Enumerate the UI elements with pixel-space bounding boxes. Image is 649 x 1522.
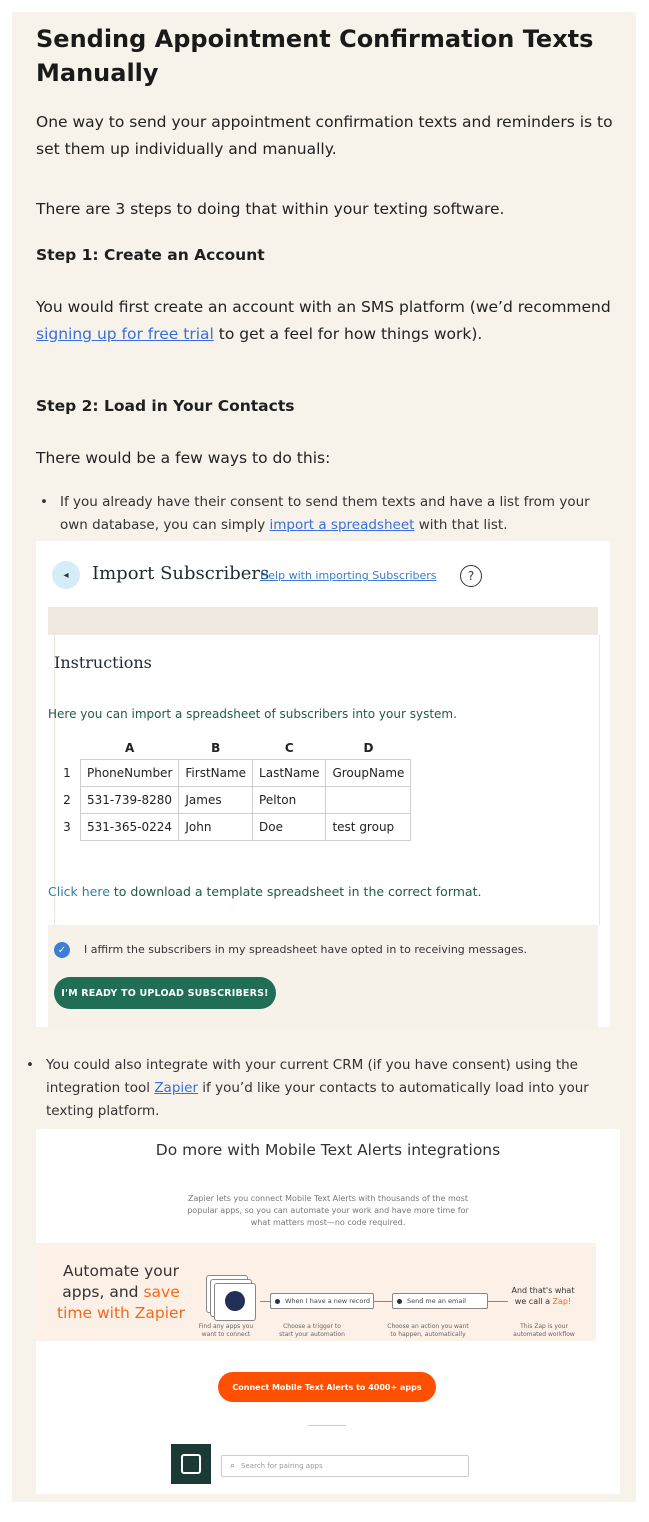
action-step-box — [392, 1293, 488, 1309]
trigger-step-label: When I have a new record — [285, 1297, 371, 1305]
final-text: And that's what we call a — [511, 1286, 575, 1306]
flow-arrow — [260, 1301, 270, 1302]
back-arrow-icon[interactable]: ◂ — [52, 561, 80, 589]
divider — [308, 1425, 346, 1426]
column-header: B — [211, 741, 221, 755]
table-cell: John — [179, 814, 253, 841]
column-header: C — [284, 741, 294, 755]
step1-text-before: You would first create an account with an SMS platform (we’d recommend — [36, 298, 611, 316]
zapier-headline — [56, 1261, 186, 1324]
upload-subscribers-button[interactable]: I'M READY TO UPLOAD SUBSCRIBERS! — [54, 977, 276, 1009]
click-here-link[interactable]: Click here — [48, 884, 110, 899]
table-cell: FirstName — [179, 760, 253, 787]
trigger-dot-icon — [275, 1299, 280, 1304]
table-cell: 531-739-8280 — [81, 787, 179, 814]
table-cell: 531-365-0224 — [81, 814, 179, 841]
template-download-line — [48, 884, 481, 899]
action-dot-icon — [397, 1299, 402, 1304]
caption-trigger: Choose a trigger to start your automation — [279, 1323, 345, 1338]
flow-arrow — [374, 1301, 392, 1302]
steps-intro-paragraph: There are 3 steps to doing that within your texting software. — [36, 200, 505, 218]
table-cell: PhoneNumber — [81, 760, 179, 787]
step1-paragraph — [36, 294, 616, 348]
app-dot-icon — [225, 1291, 245, 1311]
zapier-integrations-panel — [36, 1129, 620, 1494]
table-cell: GroupName — [326, 760, 411, 787]
article-title: Sending Appointment Confirmation Texts Manually — [36, 25, 594, 87]
trigger-step-box — [270, 1293, 374, 1309]
flow-arrow — [488, 1301, 508, 1302]
headline-part2: save time with Zapier — [57, 1283, 185, 1322]
app-logo-icon — [171, 1444, 211, 1484]
column-header: A — [125, 741, 135, 755]
zap-final-text — [508, 1285, 578, 1307]
help-question-icon[interactable]: ? — [460, 565, 482, 587]
table-cell: Pelton — [253, 787, 326, 814]
header-divider-band — [48, 607, 598, 635]
article-content — [36, 12, 616, 533]
table-row — [58, 787, 411, 814]
table-cell — [326, 787, 411, 814]
bullet2-text-before: You could also integrate with your current CRM (if you have consent) using the integration tool — [46, 1057, 578, 1096]
column-header: D — [363, 741, 374, 755]
column-header-row — [58, 737, 411, 760]
bullet-dot: • — [26, 1057, 34, 1073]
headline-part1: Automate your apps, and — [62, 1262, 179, 1301]
caption-apps: Find any apps you want to connect — [198, 1323, 254, 1338]
connect-apps-button[interactable]: Connect Mobile Text Alerts to 4000+ apps — [218, 1372, 436, 1402]
search-icon: ⌕ — [230, 1461, 236, 1471]
step2-paragraph: There would be a few ways to do this: — [36, 449, 331, 467]
import-subscribers-panel — [36, 541, 610, 1027]
step1-heading: Step 1: Create an Account — [36, 246, 265, 264]
help-importing-link[interactable]: Help with importing Subscribers — [260, 569, 437, 582]
logo-square-icon — [181, 1454, 201, 1474]
table-cell: LastName — [253, 760, 326, 787]
affirm-section — [48, 925, 598, 1027]
list-item — [26, 1054, 606, 1123]
caption-zap: This Zap is your automated workflow — [513, 1323, 575, 1338]
list-item — [40, 491, 600, 537]
row-number: 2 — [63, 793, 71, 807]
bullet1-text-before: If you already have their consent to send them texts and have a list from your own database, you can simply — [60, 494, 590, 533]
instructions-heading: Instructions — [54, 653, 152, 672]
article-page — [12, 12, 636, 1502]
final-word: Zap! — [552, 1297, 572, 1306]
download-text: to download a template spreadsheet in the correct format. — [109, 884, 482, 899]
table-row — [58, 814, 411, 841]
zapier-link[interactable]: Zapier — [154, 1080, 199, 1096]
step1-text-after: to get a feel for how things work). — [213, 325, 483, 343]
zapier-title: Do more with Mobile Text Alerts integrations — [155, 1141, 501, 1159]
step2-heading: Step 2: Load in Your Contacts — [36, 397, 295, 415]
instructions-text: Here you can import a spreadsheet of subscribers into your system. — [48, 707, 457, 721]
action-step-label: Send me an email — [407, 1297, 466, 1305]
caption-action: Choose an action you want to happen, automatically — [387, 1323, 469, 1338]
search-placeholder: Search for pairing apps — [241, 1462, 323, 1470]
sample-spreadsheet — [58, 737, 411, 841]
free-trial-link[interactable]: signing up for free trial — [36, 325, 214, 343]
bullet2-text-after: if you’d like your contacts to automatically load into your texting platform. — [46, 1080, 589, 1119]
import-spreadsheet-link[interactable]: import a spreadsheet — [269, 517, 415, 533]
table-cell: test group — [326, 814, 411, 841]
intro-paragraph: One way to send your appointment confirmation texts and reminders is to set them up individually and manually. — [36, 113, 613, 158]
affirm-text: I affirm the subscribers in my spreadsheet have opted in to receiving messages. — [84, 943, 527, 956]
bullet1-text-after: with that list. — [414, 517, 508, 533]
import-header — [36, 541, 610, 607]
table-row — [58, 760, 411, 787]
bullet-dot: • — [40, 494, 48, 510]
search-pairing-apps-input[interactable] — [221, 1455, 469, 1477]
table-cell: Doe — [253, 814, 326, 841]
import-title: Import Subscribers — [92, 563, 270, 584]
row-num-header — [58, 737, 81, 760]
row-number: 3 — [63, 820, 71, 834]
affirm-checkbox[interactable]: ✓ — [54, 942, 70, 958]
table-cell: James — [179, 787, 253, 814]
zapier-description: Zapier lets you connect Mobile Text Alerts with thousands of the most popular apps, so you can automate your work and have more time for what matters most—no code required. — [187, 1194, 469, 1227]
row-number: 1 — [63, 766, 71, 780]
